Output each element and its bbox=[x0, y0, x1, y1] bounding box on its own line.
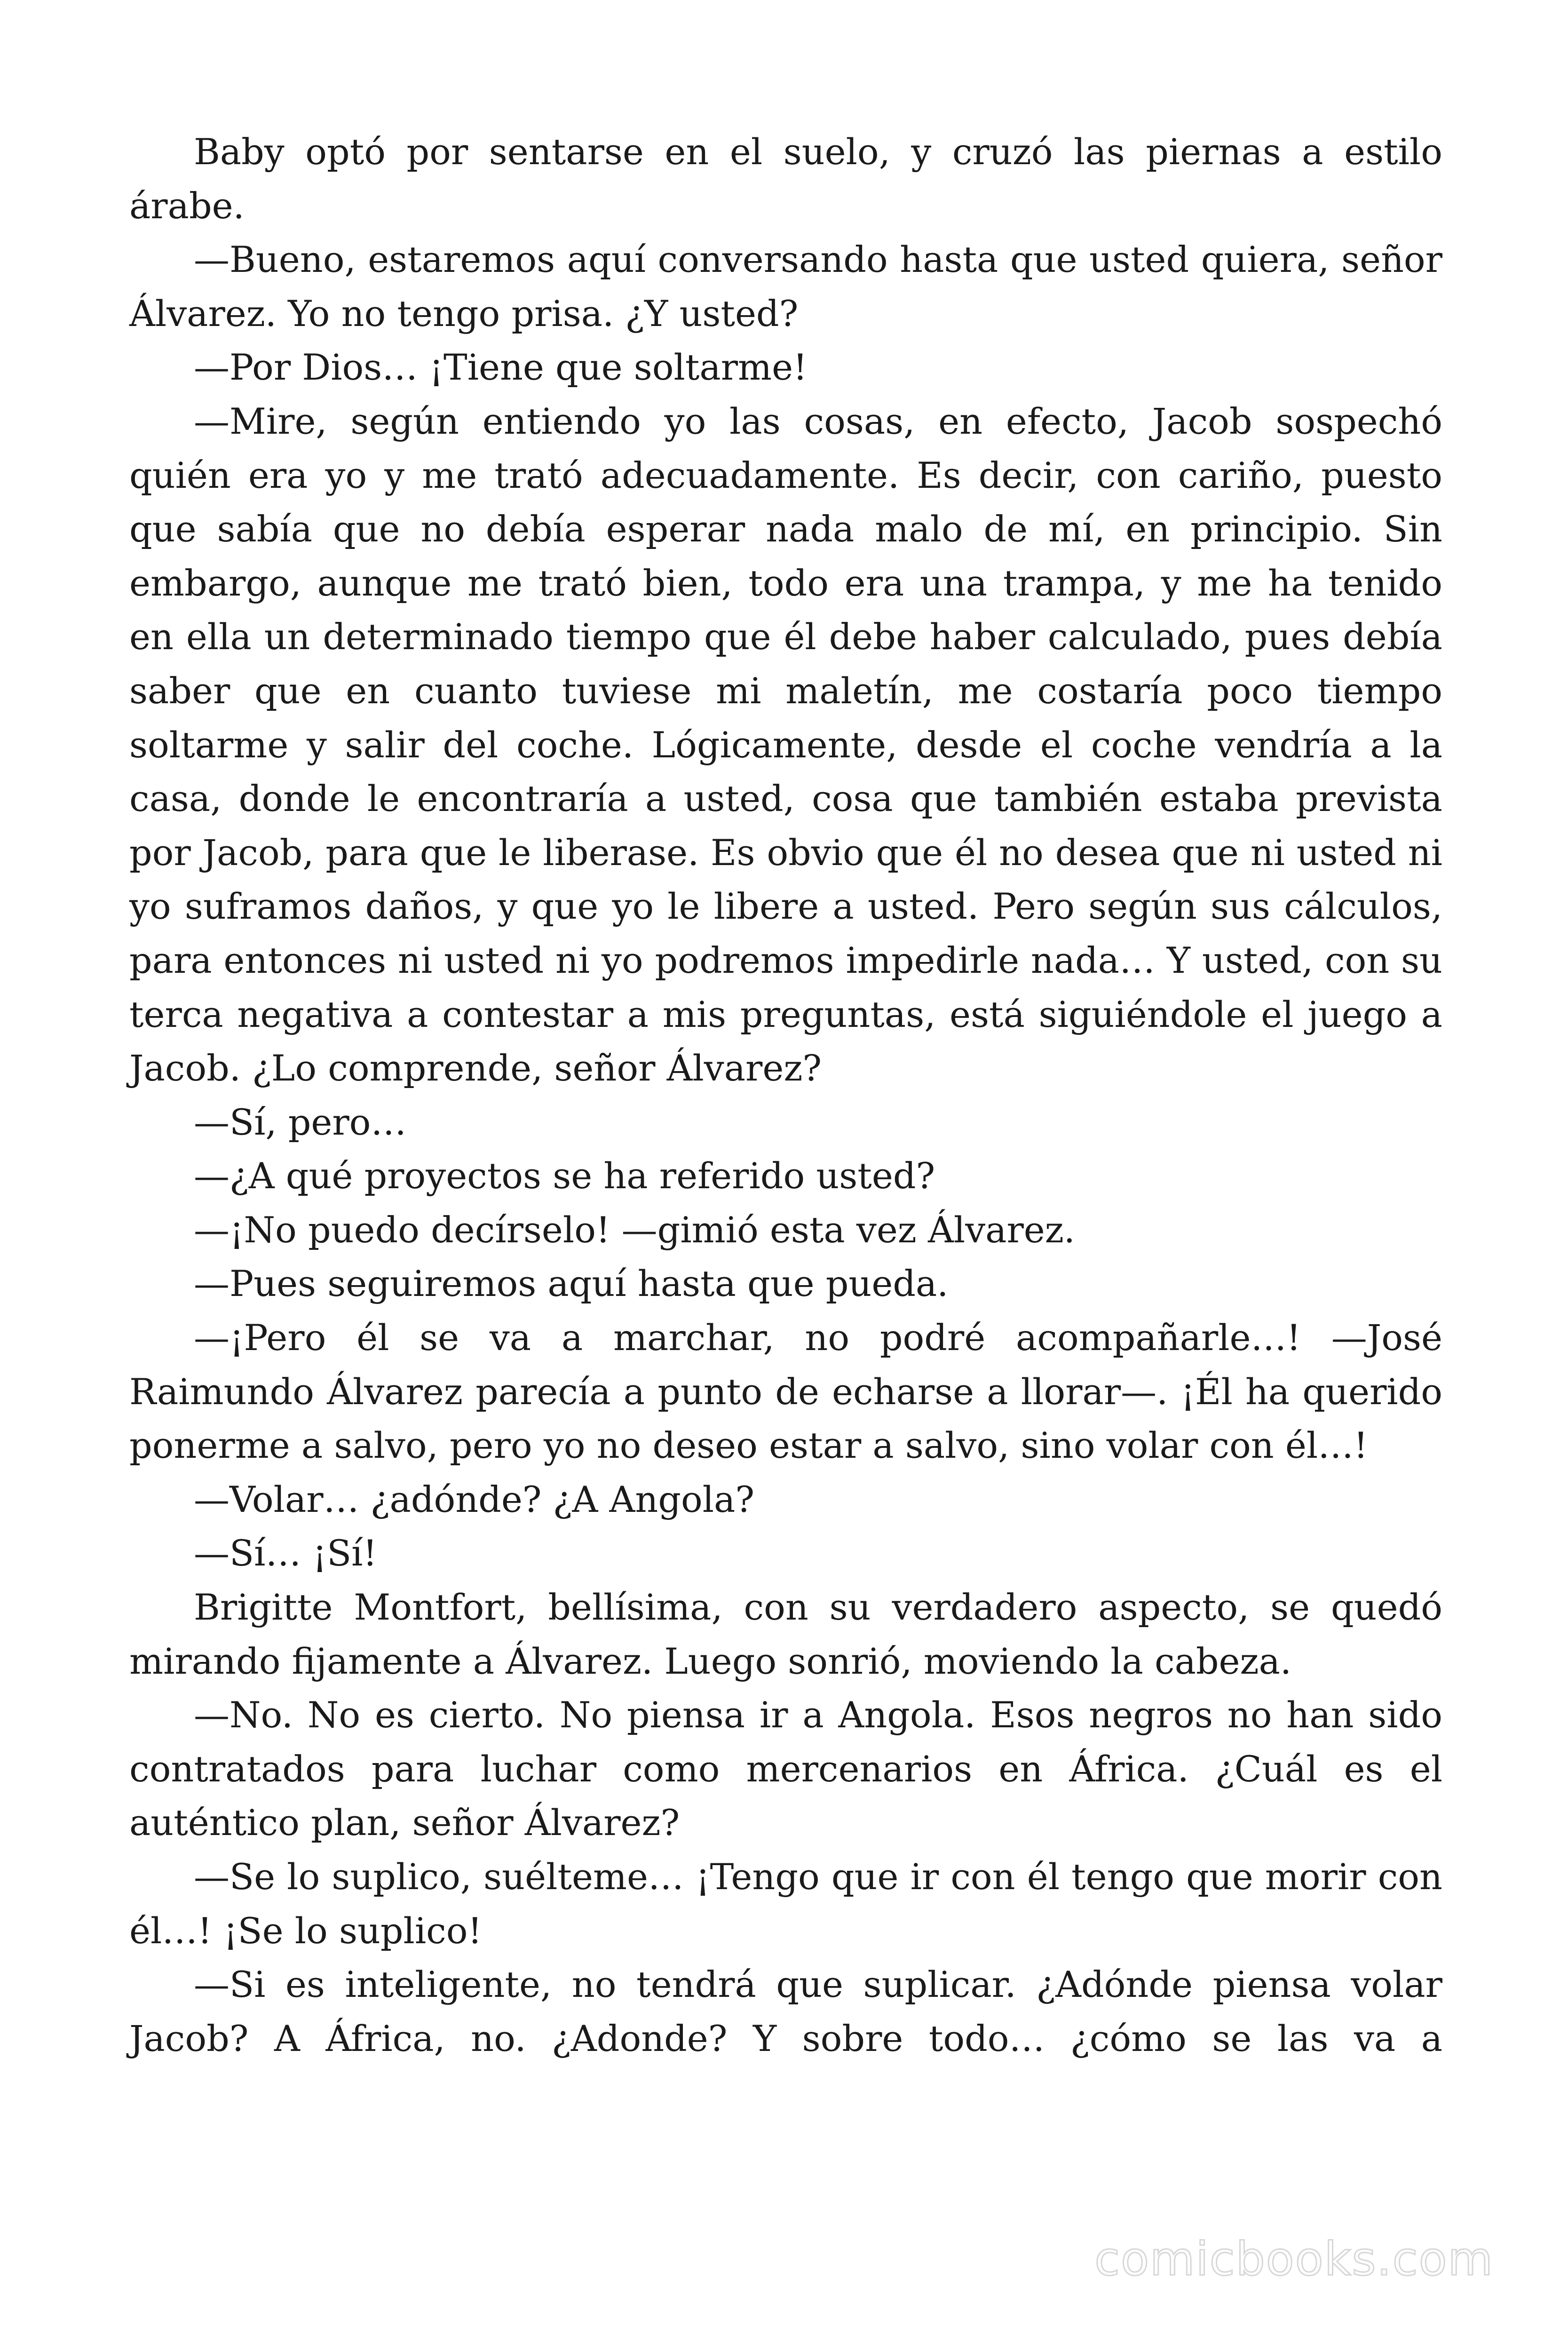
paragraph: —Sí, pero… bbox=[194, 1101, 407, 1143]
paragraph: —¡Pero él se va a marchar, no podré acompañarle…! —José Raimundo Álvarez parecía a punto de echarse a llorar—. ¡Él ha querido ponerme a salvo, pero yo no deseo estar a salvo, sino volar con él…! bbox=[129, 1317, 1442, 1467]
paragraph: Brigitte Montfort, bellísima, con su verdadero aspecto, se quedó mirando fijamente a Álvarez. Luego sonrió, moviendo la cabeza. bbox=[129, 1586, 1442, 1682]
paragraph: —¿A qué proyectos se ha referido usted? bbox=[194, 1155, 935, 1197]
page-body bbox=[129, 125, 1442, 2066]
paragraph: —Volar… ¿adónde? ¿A Angola? bbox=[194, 1478, 755, 1520]
paragraph: —Sí… ¡Sí! bbox=[194, 1532, 377, 1574]
paragraph: —Por Dios… ¡Tiene que soltarme! bbox=[194, 346, 808, 389]
paragraph: Baby optó por sentarse en el suelo, y cruzó las piernas a estilo árabe. bbox=[129, 131, 1442, 227]
paragraph: —¡No puedo decírselo! —gimió esta vez Álvarez. bbox=[194, 1208, 1075, 1251]
paragraph: —Pues seguiremos aquí hasta que pueda. bbox=[194, 1263, 949, 1305]
paragraph: —Se lo suplico, suélteme… ¡Tengo que ir con él tengo que morir con él…! ¡Se lo suplico! bbox=[129, 1856, 1442, 1952]
paragraph: —No. No es cierto. No piensa ir a Angola. Esos negros no han sido contratados para luchar como mercenarios en África. ¿Cuál es el auténtico plan, señor Álvarez? bbox=[129, 1694, 1442, 1844]
paragraph-last: —Si es inteligente, no tendrá que suplicar. ¿Adónde piensa volar Jacob? A África, no. ¿Adonde? Y sobre todo… ¿cómo se las va a bbox=[129, 1963, 1442, 2059]
watermark: comicbooks.com bbox=[1094, 2233, 1494, 2286]
paragraph: —Mire, según entiendo yo las cosas, en efecto, Jacob sospechó quién era yo y me trató adecuadamente. Es decir, con cariño, puesto que sabía que no debía esperar nada malo de mí, en principio. Sin embargo, aunque me trató bien, todo era una trampa, y me ha tenido en ella un determinado tiempo que él debe haber calculado, pues debía saber que en cuanto tuviese mi maletín, me costaría poco tiempo soltarme y salir del coche. Lógicamente, desde el coche vendría a la casa, donde le encontraría a usted, cosa que también estaba prevista por Jacob, para que le liberase. Es obvio que él no desea que ni usted ni yo suframos daños, y que yo le libere a usted. Pero según sus cálculos, para entonces ni usted ni yo podremos impedirle nada… Y usted, con su terca negativa a contestar a mis preguntas, está siguiéndole el juego a Jacob. ¿Lo comprende, señor Álvarez? bbox=[129, 400, 1442, 1089]
paragraph: —Bueno, estaremos aquí conversando hasta que usted quiera, señor Álvarez. Yo no tengo prisa. ¿Y usted? bbox=[129, 238, 1442, 334]
